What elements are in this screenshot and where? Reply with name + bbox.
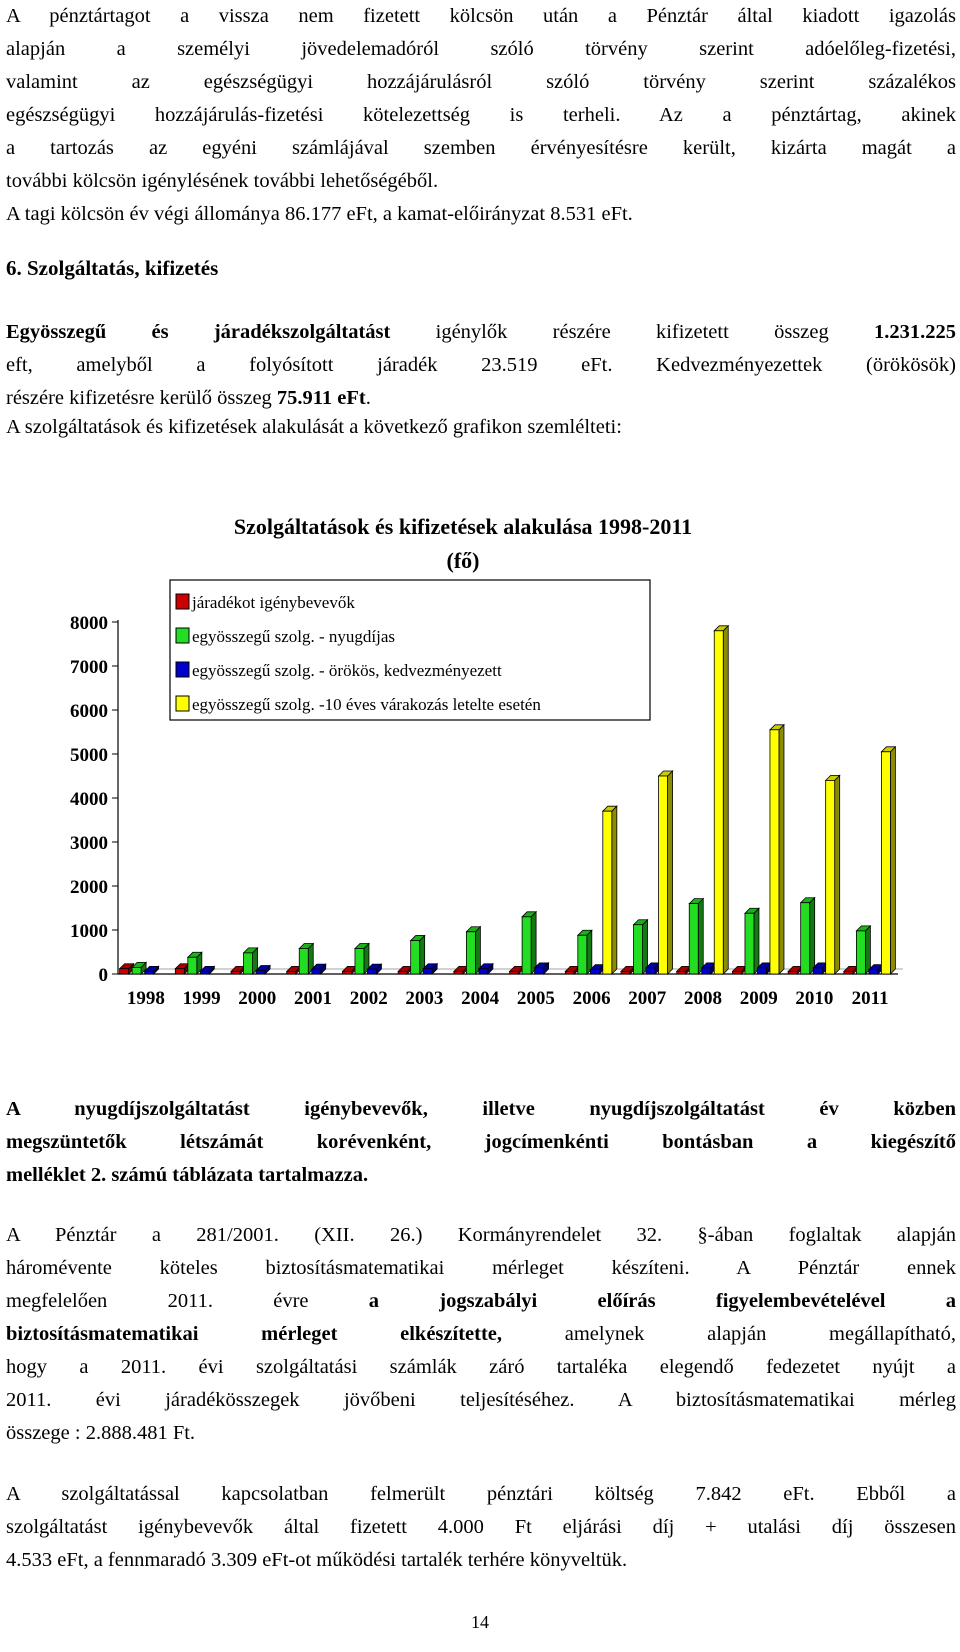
bar-side [779, 725, 784, 974]
legend-swatch [176, 696, 189, 711]
bar [689, 904, 698, 974]
bar [634, 925, 643, 974]
text-line: megszüntetők létszámát korévenként, jogcímenkénti bontásban a kiegészítő [6, 1131, 956, 1153]
bar [770, 730, 779, 974]
bold-text: biztosításmatematikai mérleget elkészítette, [6, 1323, 503, 1345]
bar [454, 971, 463, 974]
legend-label: egyösszegű szolg. - örökös, kedvezményezett [192, 661, 502, 680]
bar [479, 969, 488, 974]
bar [659, 776, 668, 974]
text-line: A nyugdíjszolgáltatást igénybevevők, illetve nyugdíjszolgáltatást év közben [6, 1098, 956, 1120]
text-line: hogy a 2011. évi szolgáltatási számlák záró tartaléka elegendő fedezetet nyújt a [6, 1356, 956, 1378]
y-tick-label: 3000 [70, 833, 108, 854]
x-tick-label: 1998 [126, 988, 165, 1009]
bar [801, 903, 810, 974]
bar-side [668, 771, 673, 974]
bar [355, 948, 364, 974]
text-line: eft, amelyből a folyósított járadék 23.519 eFt. Kedvezményezettek (örökösök) [6, 354, 956, 376]
bar [188, 957, 197, 974]
bar-side [531, 912, 536, 974]
bar [522, 917, 531, 974]
x-tick-label: 2011 [851, 988, 889, 1009]
text-line: alapján a személyi jövedelemadóról szóló törvény szerint adóelőleg-fizetési, [6, 38, 956, 60]
x-tick-label: 2010 [795, 988, 834, 1009]
bar [565, 971, 574, 974]
bar [702, 968, 711, 974]
x-tick-label: 2007 [628, 988, 667, 1009]
y-tick-label: 0 [98, 965, 108, 986]
bar [145, 971, 154, 974]
text-line: A pénztártagot a vissza nem fizetett kölcsön után a Pénztár által kiadott igazolás [6, 5, 956, 27]
bar [510, 971, 519, 974]
legend-swatch [176, 628, 189, 643]
bar-side [835, 775, 840, 974]
bar [732, 971, 741, 974]
y-tick-label: 6000 [70, 701, 108, 722]
y-tick-label: 5000 [70, 745, 108, 766]
bar [287, 971, 296, 974]
bar-side [723, 626, 728, 974]
bar-side [810, 898, 815, 974]
text-line: 2011. évi járadékösszegek jövőbeni teljesítéséhez. A biztosításmatematikai mérleg [6, 1389, 956, 1411]
bar-side [698, 899, 703, 974]
text-line: összege : 2.888.481 Ft. [6, 1422, 196, 1444]
normal-text: megfelelően 2011. évre [6, 1290, 369, 1312]
bar [342, 971, 351, 974]
bar-side [587, 930, 592, 974]
x-tick-label: 2003 [405, 988, 444, 1009]
normal-text: amelynek alapján megállapítható, [502, 1323, 957, 1345]
bar-side [475, 927, 480, 974]
text-line [6, 1318, 956, 1351]
section-heading: 6. Szolgáltatás, kifizetés [6, 256, 219, 280]
bar [677, 971, 686, 974]
chart-legend [170, 580, 650, 720]
page-number: 14 [471, 1612, 489, 1632]
chart-title: Szolgáltatások és kifizetések alakulása 1998-2011 [233, 514, 693, 539]
bar-side [865, 926, 870, 974]
text-line: A Pénztár a 281/2001. (XII. 26.) Kormányrendelet 32. §-ában foglaltak alapján [6, 1224, 956, 1246]
bar [132, 967, 141, 974]
normal-text: igénylők részére kifizetett összeg [390, 321, 874, 343]
x-tick-label: 2000 [238, 988, 277, 1009]
x-tick-label: 2006 [572, 988, 611, 1009]
bar [398, 971, 407, 974]
bar [535, 968, 544, 974]
y-tick-label: 4000 [70, 789, 108, 810]
bar [826, 780, 835, 974]
bar [603, 811, 612, 974]
paragraph-chart-intro: A szolgáltatások és kifizetések alakulását a következő grafikon szemlélteti: [6, 416, 622, 438]
bar [881, 752, 890, 974]
text-line: A szolgáltatással kapcsolatban felmerült pénztári költség 7.842 eFt. Ebből a [6, 1483, 956, 1505]
bar [788, 971, 797, 974]
bar [231, 971, 240, 974]
text-line: háromévente köteles biztosításmatematikai mérleget készíteni. A Pénztár ennek [6, 1257, 956, 1279]
bar [714, 631, 723, 974]
legend-swatch [176, 662, 189, 677]
bar [813, 968, 822, 974]
bar [175, 969, 184, 974]
text-line: egészségügyi hozzájárulás-fizetési kötelezettség is terheli. Az a pénztártag, akinek [6, 104, 956, 126]
legend-label: egyösszegű szolg. -10 éves várakozás letelte esetén [192, 695, 541, 714]
bar-chart [0, 510, 960, 1070]
bar [120, 969, 129, 974]
bar [856, 931, 865, 974]
text-line: melléklet 2. számú táblázata tartalmazza. [6, 1164, 369, 1186]
bold-text: 1.231.225 [874, 321, 956, 343]
bar [745, 913, 754, 974]
paragraph-loan-balance: A tagi kölcsön év végi állománya 86.177 eFt, a kamat-előirányzat 8.531 eFt. [6, 203, 633, 225]
normal-text: részére kifizetésre kerülő összeg [6, 387, 277, 409]
normal-text: . [365, 387, 371, 409]
text-line [6, 316, 956, 349]
x-tick-label: 2004 [461, 988, 500, 1009]
text-line: további kölcsön igénylésének további lehetőségéből. [6, 170, 439, 192]
bar-side [754, 908, 759, 974]
bar-side [643, 920, 648, 974]
bold-text: 75.911 eFt [276, 387, 366, 409]
bar [757, 968, 766, 974]
text-line: valamint az egészségügyi hozzájárulásról szóló törvény szerint százalékos [6, 71, 956, 93]
bold-text: Egyösszegű és járadékszolgáltatást [6, 321, 391, 343]
x-tick-label: 2009 [739, 988, 778, 1009]
bar [312, 969, 321, 974]
y-tick-label: 1000 [70, 921, 108, 942]
bar [367, 969, 376, 974]
legend-swatch [176, 594, 189, 609]
text-line: a tartozás az egyéni számlájával szemben érvényesítésre került, kizárta magát a [6, 137, 956, 159]
chart-container [0, 510, 960, 1070]
bold-text: a jogszabályi előírás figyelembevételével a [368, 1290, 956, 1312]
text-line: 4.533 eFt, a fennmaradó 3.309 eFt-ot működési tartalék terhére könyveltük. [6, 1549, 628, 1571]
bar [423, 969, 432, 974]
x-tick-label: 2008 [684, 988, 722, 1009]
chart-subtitle: (fő) [446, 548, 480, 573]
x-tick-label: 2001 [294, 988, 332, 1009]
y-tick-label: 8000 [70, 613, 108, 634]
bar [411, 941, 420, 974]
bar [844, 971, 853, 974]
text-line [6, 1285, 956, 1318]
bar [646, 968, 655, 974]
x-tick-label: 2005 [516, 988, 555, 1009]
y-tick-label: 2000 [70, 877, 108, 898]
y-tick-label: 7000 [70, 657, 108, 678]
x-tick-label: 1999 [182, 988, 221, 1009]
bar [299, 948, 308, 974]
bar [621, 971, 630, 974]
x-tick-label: 2002 [349, 988, 388, 1009]
bar [256, 970, 265, 974]
bar [578, 935, 587, 974]
bar [590, 970, 599, 974]
bar [466, 932, 475, 974]
bar-side [612, 806, 617, 974]
legend-label: egyösszegű szolg. - nyugdíjas [192, 627, 396, 646]
bar [869, 970, 878, 974]
bar-side [890, 747, 895, 974]
legend-label: járadékot igénybevevők [192, 593, 355, 612]
bar [200, 971, 209, 974]
bar [244, 953, 253, 974]
text-line: szolgáltatást igénybevevők által fizetett 4.000 Ft eljárási díj + utalási díj összesen [6, 1516, 956, 1538]
